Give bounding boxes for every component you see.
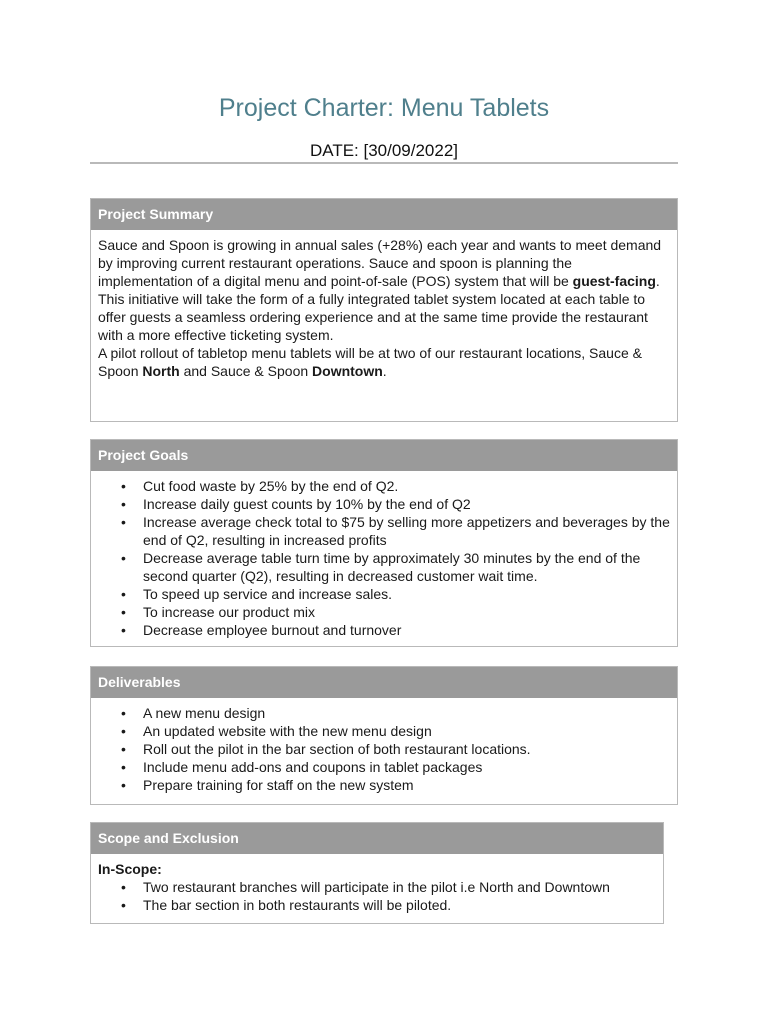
- goal-item: • Decrease employee burnout and turnover: [98, 621, 670, 639]
- summary-text: .: [655, 273, 660, 289]
- goals-list: [98, 477, 670, 639]
- summary-emphasis: guest-facing: [572, 273, 656, 289]
- document-title: Project Charter: Menu Tablets: [218, 94, 550, 122]
- section-heading: Project Goals: [91, 440, 677, 471]
- summary-text: A pilot rollout of tabletop menu tablets will be at two of our restaurant locations, Sauce & Spoon: [98, 345, 642, 379]
- scope-item: • Two restaurant branches will participate in the pilot i.e North and Downtown: [98, 878, 656, 896]
- summary-text: Sauce and Spoon is growing in annual sales (+28%) each year and wants to meet demand by improving current restaurant operations. Sauce and spoon is planning the implementation of a digital menu and point-of-sale (POS) system that will be: [98, 237, 662, 289]
- in-scope-label: In-Scope:: [98, 861, 162, 877]
- goal-item: • Increase daily guest counts by 10% by the end of Q2: [98, 495, 670, 513]
- summary-text: .: [382, 363, 387, 379]
- section-body: [91, 471, 677, 647]
- scope-item: • The bar section in both restaurants will be piloted.: [98, 896, 656, 914]
- deliverable-item: • Roll out the pilot in the bar section of both restaurant locations.: [98, 740, 670, 758]
- goal-item: • Decrease average table turn time by approximately 30 minutes by the end of the second quarter (Q2), resulting in decreased customer wait time.: [98, 549, 670, 585]
- section-heading: Deliverables: [91, 667, 677, 698]
- deliverables-list: [98, 704, 670, 794]
- deliverable-item: • An updated website with the new menu design: [98, 722, 670, 740]
- goal-item: • Cut food waste by 25% by the end of Q2.: [98, 477, 670, 495]
- title-divider: [90, 162, 678, 164]
- deliverable-item: • A new menu design: [98, 704, 670, 722]
- summary-paragraph-3: [98, 344, 670, 380]
- document-date: DATE: [30/09/2022]: [309, 141, 459, 160]
- deliverable-item: • Prepare training for staff on the new system: [98, 776, 670, 794]
- deliverables-section: [90, 666, 678, 805]
- deliverable-item: • Include menu add-ons and coupons in tablet packages: [98, 758, 670, 776]
- goal-item: • To increase our product mix: [98, 603, 670, 621]
- section-body: [91, 230, 677, 388]
- section-heading: Project Summary: [91, 199, 677, 230]
- summary-emphasis: Downtown: [312, 363, 383, 379]
- goal-item: • Increase average check total to $75 by selling more appetizers and beverages by the end of Q2, resulting in increased profits: [98, 513, 670, 549]
- section-heading: Scope and Exclusion: [91, 823, 663, 854]
- summary-paragraph-2: This initiative will take the form of a fully integrated tablet system located at each table to offer guests a seamless ordering experience and at the same time provide the restaurant with a more effective ticketing system.: [98, 291, 648, 343]
- project-goals-section: [90, 439, 678, 647]
- scope-list: [98, 878, 656, 914]
- summary-emphasis: North: [142, 363, 180, 379]
- section-body: [91, 854, 663, 922]
- summary-text: and Sauce & Spoon: [179, 363, 313, 379]
- summary-paragraph-1: [98, 236, 670, 290]
- section-body: [91, 698, 677, 802]
- scope-section: [90, 822, 664, 924]
- goal-item: • To speed up service and increase sales.: [98, 585, 670, 603]
- project-summary-section: [90, 198, 678, 422]
